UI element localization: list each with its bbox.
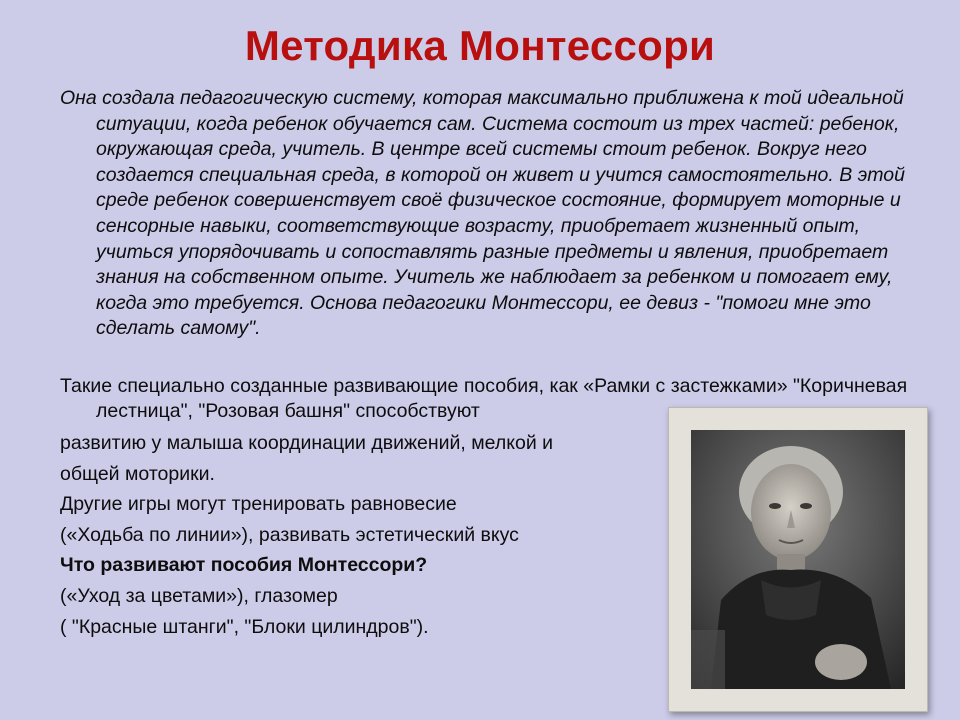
- portrait-illustration: [691, 430, 905, 689]
- intro-text: Она создала педагогическую систему, которая максимально приближена к той идеальной ситуации, когда ребенок обучается сам. Система состоит из трех частей: ребенок, окружающая среда, учитель. В центре всей системы стоит ребенок. Вокруг него создается специальная среда, в которой он живет и учится самостоятельно. В этой среде ребенок совершенствует своё физическое состояние, формирует моторные и сенсорные навыки, соответствующие возрасту, приобретает жизненный опыт, учиться упорядочивать и сопоставлять разные предметы и явления, приобретает знания на собственном опыте. Учитель же наблюдает за ребенком и помогает ему, когда это требуется. Основа педагогики Монтессори, ее девиз - "помоги мне это сделать самому".: [60, 87, 905, 340]
- page-title: Методика Монтессори: [244, 22, 716, 69]
- portrait-photo: [691, 430, 905, 689]
- text-line-5: («Ходьба по линии»), развивать эстетический вкус: [60, 524, 519, 546]
- intro-paragraph: [60, 86, 926, 342]
- text-line-6: Что развивают пособия Монтессори?: [60, 554, 428, 576]
- text-line-2: развитию у малыша координации движений, мелкой и: [60, 432, 554, 454]
- photo-frame: [668, 407, 928, 712]
- text-line-7: («Уход за цветами»), глазомер: [60, 585, 338, 607]
- text-line-3: общей моторики.: [60, 463, 215, 485]
- text-line-8: ( "Красные штанги", "Блоки цилиндров").: [60, 616, 429, 638]
- text-line-1: Такие специально созданные развивающие пособия, как «Рамки с застежками» "Коричневая лестница", "Розовая башня" способствуют: [60, 375, 908, 422]
- text-line-4: Другие игры могут тренировать равновесие: [60, 493, 457, 515]
